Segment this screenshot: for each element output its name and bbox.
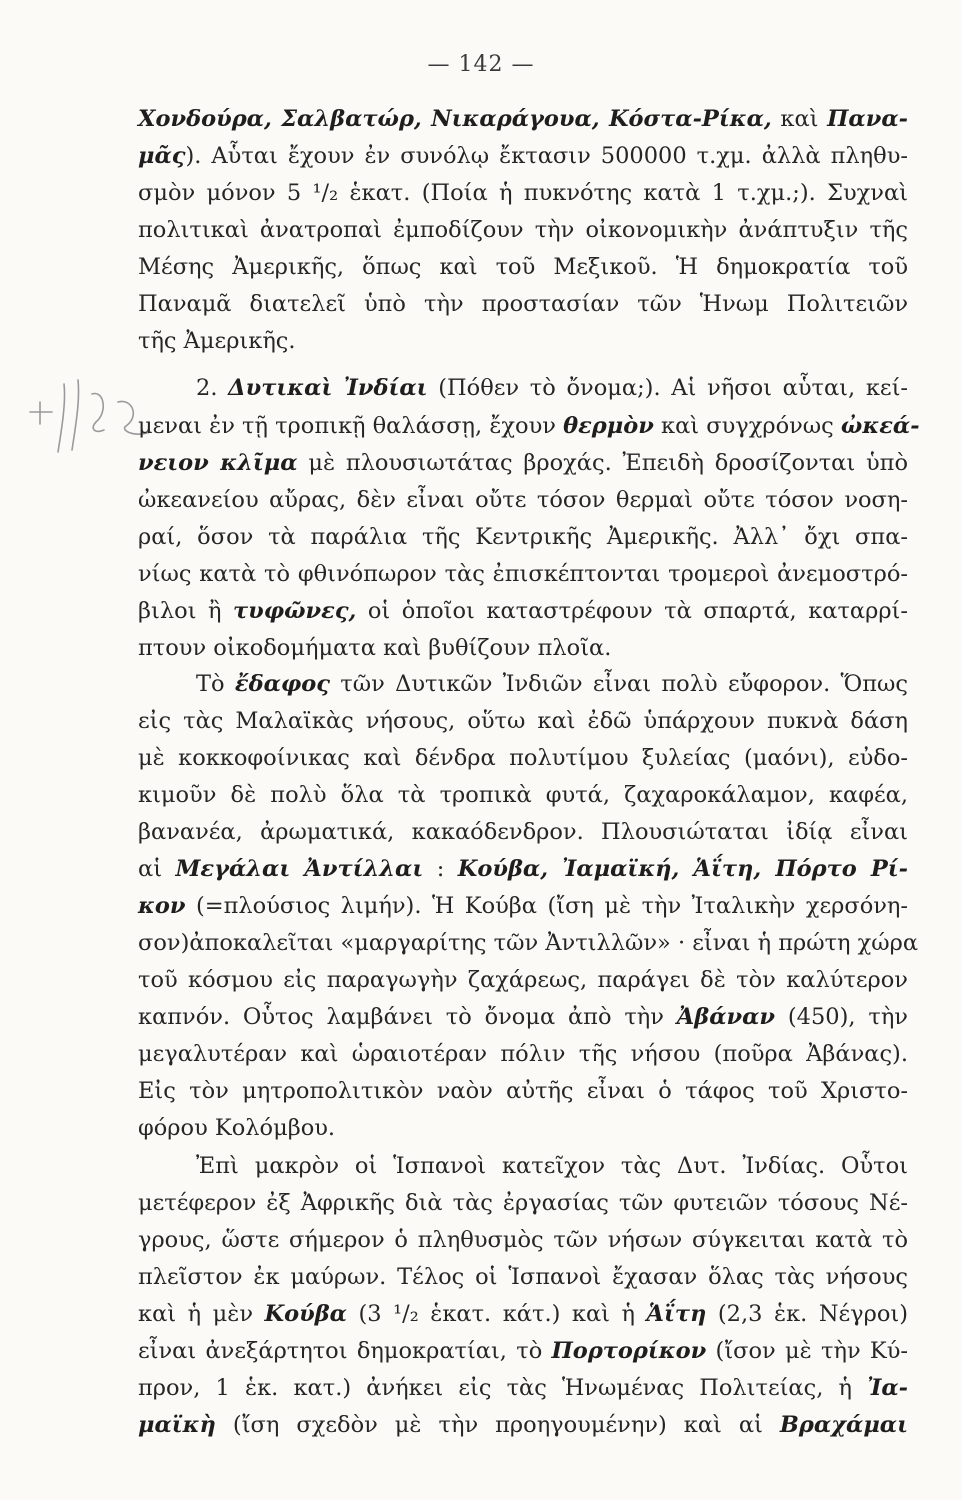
text-run: μεγαλυτέραν καὶ ὡραιοτέραν πόλιν τῆς νήσου (ποῦρα Ἀβάνας). bbox=[138, 1041, 908, 1067]
text-line bbox=[138, 484, 908, 516]
text-line bbox=[138, 1224, 908, 1256]
text-line bbox=[138, 177, 908, 209]
text-line bbox=[138, 288, 908, 320]
text-run: πολιτικαὶ ἀνατροπαὶ ἐμποδίζουν τὴν οἰκονομικὴν ἀνάπτυξιν τῆς bbox=[138, 217, 908, 243]
emphasized-term: Κούβα bbox=[264, 1301, 347, 1327]
text-line bbox=[138, 1075, 908, 1107]
text-line bbox=[138, 410, 920, 442]
text-run: (450), τὴν bbox=[775, 1004, 908, 1030]
emphasized-term: νειον κλῖμα bbox=[138, 450, 298, 476]
text-line bbox=[196, 372, 908, 404]
emphasized-term: Κούβα, Ἰαμαϊκή, Ἁΐτη, Πόρτο Ρί- bbox=[457, 856, 909, 882]
text-line bbox=[138, 1187, 908, 1219]
text-run: (2,3 ἑκ. Νέγροι) bbox=[706, 1301, 908, 1327]
text-run: νίως κατὰ τὸ φθινόπωρον τὰς ἐπισκέπτονται τρομεροὶ ἀνεμοστρό- bbox=[138, 561, 908, 587]
text-run: (ἴσον μὲ τὴν Κύ- bbox=[706, 1338, 909, 1364]
text-line bbox=[138, 1409, 908, 1441]
text-line bbox=[138, 964, 908, 996]
text-line bbox=[138, 1298, 908, 1330]
emphasized-term: ἔδαφος bbox=[234, 671, 330, 697]
text-run: γρους, ὥστε σήμερον ὁ πληθυσμὸς τῶν νήσων σύγκειται κατὰ τὸ bbox=[138, 1227, 908, 1253]
text-run: μὲ κοκκοφοίνικας καὶ δένδρα πολυτίμου ξυλείας (μαόνι), εὐδο- bbox=[138, 745, 908, 771]
emphasized-term: μᾶς bbox=[138, 143, 186, 169]
emphasized-term: Βραχάμαι bbox=[779, 1412, 908, 1438]
text-run: Μέσης Ἀμερικῆς, ὅπως καὶ τοῦ Μεξικοῦ. Ἡ δημοκρατία τοῦ bbox=[138, 254, 908, 280]
text-run: ραί, ὅσον τὰ παράλια τῆς Κεντρικῆς Ἀμερικῆς. Ἀλλ᾽ ὄχι σπα- bbox=[138, 524, 908, 550]
text-run: προν, 1 ἑκ. κατ.) ἀνήκει εἰς τὰς Ἡνωμένας Πολιτείας, ἡ bbox=[138, 1375, 868, 1401]
emphasized-term: Ἁΐτη bbox=[646, 1301, 707, 1327]
emphasized-term: Ἀβάναν bbox=[676, 1004, 776, 1030]
text-run: κιμοῦν δὲ πολὺ ὅλα τὰ τροπικὰ φυτά, ζαχαροκάλαμον, καφέα, bbox=[138, 782, 908, 808]
emphasized-term: τυφῶνες, bbox=[233, 598, 357, 624]
emphasized-term: Μεγάλαι Ἀντίλλαι bbox=[175, 856, 424, 882]
emphasized-term: Πανα- bbox=[827, 106, 908, 132]
text-run: (ἴση σχεδὸν μὲ τὴν προηγουμένην) καὶ αἱ bbox=[215, 1412, 780, 1438]
text-run: ὠκεανείου αὔρας, δὲν εἶναι οὔτε τόσον θερμαὶ οὔτε τόσον νοση- bbox=[138, 487, 908, 513]
emphasized-term: μαϊκὴ bbox=[138, 1412, 216, 1438]
text-line bbox=[138, 1372, 908, 1404]
text-run: τῶν Δυτικῶν Ἰνδιῶν εἶναι πολὺ εὔφορον. Ὅπως bbox=[329, 671, 908, 697]
text-run: εἶναι ἀνεξάρτητοι δημοκρατίαι, τὸ bbox=[138, 1338, 552, 1364]
text-run: (=πλούσιος λιμήν). Ἡ Κούβα (ἴση μὲ τὴν Ἰταλικὴν χερσόνη- bbox=[185, 893, 908, 919]
text-line bbox=[138, 705, 908, 737]
text-line bbox=[138, 447, 908, 479]
text-line bbox=[138, 890, 908, 922]
text-run: εἰς τὰς Μαλαϊκὰς νήσους, οὕτω καὶ ἐδῶ ὑπάρχουν πυκνὰ δάση bbox=[138, 708, 908, 734]
text-run: Ἐπὶ μακρὸν οἱ Ἱσπανοὶ κατεῖχον τὰς Δυτ. Ἰνδίας. Οὗτοι bbox=[196, 1153, 908, 1179]
text-line bbox=[196, 1150, 908, 1182]
emphasized-term: Πορτορίκον bbox=[551, 1338, 707, 1364]
emphasized-term: Δυτικαὶ Ἰνδίαι bbox=[228, 375, 428, 401]
text-run: καὶ ἡ μὲν bbox=[138, 1301, 265, 1327]
text-run: καὶ bbox=[771, 106, 828, 132]
text-run: οἱ ὁποῖοι καταστρέφουν τὰ σπαρτά, καταρρί- bbox=[356, 598, 908, 624]
text-run: πτουν οἰκοδομήματα καὶ βυθίζουν πλοῖα. bbox=[138, 635, 612, 661]
text-line bbox=[138, 742, 908, 774]
text-line bbox=[138, 140, 908, 172]
text-run: βανανέα, ἀρωματικά, κακαόδενδρον. Πλουσιώταται ἰδίᾳ εἶναι bbox=[138, 819, 908, 845]
text-run: πλεῖστον ἐκ μαύρων. Τέλος οἱ Ἱσπανοὶ ἔχασαν ὅλας τὰς νήσους bbox=[138, 1264, 908, 1290]
text-line bbox=[138, 927, 919, 959]
emphasized-term: θερμὸν bbox=[563, 413, 654, 439]
text-run: αἱ bbox=[138, 856, 176, 882]
text-run: (3 ¹/₂ ἑκατ. κάτ.) καὶ ἡ bbox=[346, 1301, 647, 1327]
emphasized-term: Ἰα- bbox=[867, 1375, 908, 1401]
text-run: μεναι ἐν τῇ τροπικῇ θαλάσσῃ, ἔχουν bbox=[138, 413, 564, 439]
text-run: ). Αὗται ἔχουν ἐν συνόλῳ ἔκτασιν 500000 τ.χμ. ἀλλὰ πληθυ- bbox=[185, 143, 908, 169]
emphasized-term: ὠκεά- bbox=[840, 413, 920, 439]
text-run: (Πόθεν τὸ ὄνομα;). Αἱ νῆσοι αὗται, κεί- bbox=[427, 375, 908, 401]
emphasized-term: Χονδούρα, Σαλβατώρ, Νικαράγουα, Κόστα-Ρίκα, bbox=[138, 106, 772, 132]
text-run: σον)ἀποκαλεῖται «μαργαρίτης τῶν Ἀντιλλῶν» · εἶναι ἡ πρώτη χώρα bbox=[138, 930, 919, 956]
text-line bbox=[196, 668, 908, 700]
text-line bbox=[138, 816, 908, 848]
emphasized-term: κον bbox=[138, 893, 186, 919]
text-run: καπνόν. Οὗτος λαμβάνει τὸ ὄνομα ἀπὸ τὴν bbox=[138, 1004, 677, 1030]
text-run: : bbox=[423, 856, 458, 882]
text-line bbox=[138, 214, 908, 246]
text-line bbox=[138, 1112, 908, 1144]
text-line bbox=[138, 1038, 908, 1070]
text-run: φόρου Κολόμβου. bbox=[138, 1115, 336, 1141]
text-run: μὲ πλουσιωτάτας βροχάς. Ἐπειδὴ δροσίζονται ὑπὸ bbox=[297, 450, 908, 476]
text-line bbox=[138, 632, 908, 664]
text-run: 2. bbox=[196, 375, 229, 401]
text-run: βιλοι ἢ bbox=[138, 598, 233, 624]
text-run: μετέφερον ἐξ Ἀφρικῆς διὰ τὰς ἐργασίας τῶν φυτειῶν τόσους Νέ- bbox=[138, 1190, 908, 1216]
text-run: τοῦ κόσμου εἰς παραγωγὴν ζαχάρεως, παράγει δὲ τὸν καλύτερον bbox=[138, 967, 908, 993]
text-line bbox=[138, 1001, 908, 1033]
text-line bbox=[138, 251, 908, 283]
text-run: καὶ συγχρόνως bbox=[653, 413, 841, 439]
text-line bbox=[138, 1335, 908, 1367]
text-line bbox=[138, 595, 908, 627]
text-run: σμὸν μόνον 5 ¹/₂ ἑκατ. (Ποία ἡ πυκνότης κατὰ 1 τ.χμ.;). Συχναὶ bbox=[138, 180, 908, 206]
text-line bbox=[138, 1261, 908, 1293]
text-run: Εἰς τὸν μητροπολιτικὸν ναὸν αὐτῆς εἶναι ὁ τάφος τοῦ Χριστο- bbox=[138, 1078, 908, 1104]
text-run: Τὸ bbox=[196, 671, 235, 697]
page-number: — 142 — bbox=[427, 52, 535, 77]
text-line bbox=[138, 779, 908, 811]
text-run: Παναμᾶ διατελεῖ ὑπὸ τὴν προστασίαν τῶν Ἡνωμ Πολιτειῶν bbox=[138, 291, 908, 317]
text-line bbox=[138, 521, 908, 553]
text-line bbox=[138, 853, 908, 885]
text-run: τῆς Ἀμερικῆς. bbox=[138, 328, 296, 354]
text-line bbox=[138, 558, 908, 590]
text-line bbox=[138, 325, 908, 357]
text-line bbox=[138, 103, 908, 135]
